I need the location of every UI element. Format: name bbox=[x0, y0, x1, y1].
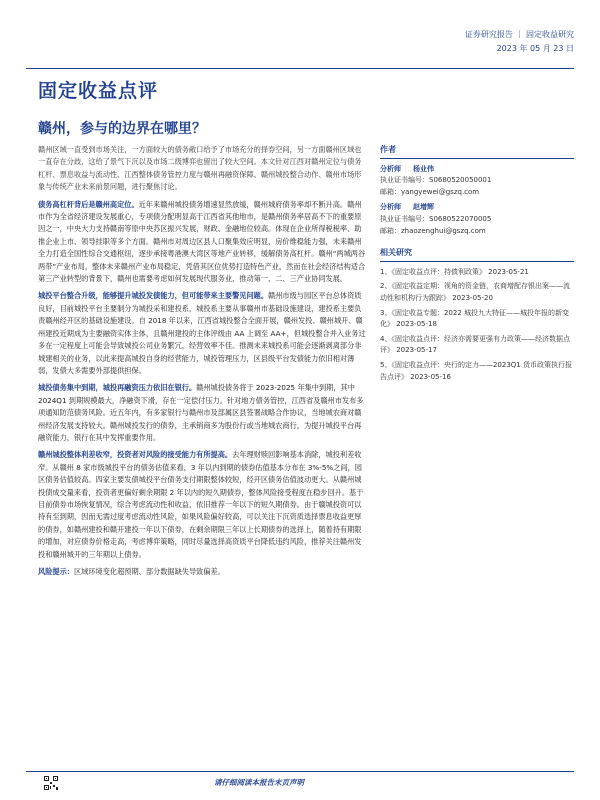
abstract: 赣州区域一直受到市场关注，一方面较大的债务敞口给予了市场充分的择券空间，另一方面赣州区域也一直存在分歧，这给了景气下沉以及市场二级博弈也留出了较大空间。本文针对江西对赣州定位与债务杠杆、票息收益与流动性、江西整体债务管控力度与赣州再融资保障、赣州城投整合动作、赣州市场形象与传统产业未来前景问题，进行聚焦讨论。 bbox=[38, 145, 362, 192]
section-lead: 城投平台整合升级，能够提升城投发债能力，但可能带来主要警见问题。 bbox=[38, 291, 269, 301]
related-item[interactable]: 2、《固定收益定期：视角的资金链，农商增配存银出案——流动性和机构行为跟踪》 2023-05-20 bbox=[380, 282, 570, 302]
analyst-card bbox=[380, 202, 574, 237]
section-paragraph bbox=[38, 290, 368, 377]
risk-body: 区域环境变化超预期、部分数据缺失导致偏差。 bbox=[73, 567, 225, 576]
report-date: 2023 年 05 月 23 日 bbox=[496, 44, 574, 53]
analyst-cert: 执业证书编号：S0680522070005 bbox=[380, 214, 492, 223]
section-paragraph bbox=[38, 449, 368, 561]
risk-lead: 风险提示： bbox=[38, 567, 74, 576]
report-header bbox=[465, 28, 574, 56]
analyst-cert: 执业证书编号：S0680520050001 bbox=[380, 176, 492, 185]
analyst-name: 赵增辉 bbox=[413, 203, 434, 212]
section-body: 赣州市级与园区平台总体资质良好，目前城投平台主要制分为城投采和建投系，城投系主要从事赣州市基础设施建设，建投系主要负责赣州经开区的基础设施建设。自 2018 年以来，江西省城投整合全面开展，赣州发投、赣州城开、赣州建投近期成为主要融资实体主体，且赣州建投的主体评级由 AA 上调至 AA+，但城投整合并入业务过多在一定程度上可能会导致城投公司业务繁冗，经营效率不佳。推测未来城投系可能会逐渐剥离部分非城建相关的业务，以此来提高城投自身的经营能力，城投管理压力，区县级平台发债能力依旧相对薄弱，发债大多需要外部提供担保。 bbox=[38, 291, 366, 375]
section-paragraph bbox=[38, 382, 368, 444]
section-paragraph bbox=[38, 199, 368, 286]
section-lead: 赣州城投整体利差收窄，投资者对风险的接受能力有所提高。 bbox=[38, 450, 233, 460]
footer-divider bbox=[26, 771, 574, 772]
related-item[interactable]: 4、《固定收益点评：经济亦需要更强有力政策——经济数据点评》 2023-05-17 bbox=[380, 334, 570, 355]
related-item[interactable]: 5、《固定收益点评：央行的定力——2023Q1 货币政策执行报告点评》 2023-05-16 bbox=[380, 360, 572, 381]
section-body: 近年来赣州城投债务增速显然放缓，赣州城府债务率却不断升高。赣州市作为全省经济建设发展重心，专项债分配明显高于江西省其他地市，是赣州债务率居高不下的重要原因之一，中央大力支持赣南等原中央苏区振兴发展，财政、金融地位较高。体现在企业所得税税率、助推企业上市、领导挂职等多个方面。赣州市对周边区县人口聚集效应明显，房价维稳能力强，未来赣州全力打造全国性综合交通枢纽，逐步承接粤港澳大湾区等地产业转移，缓解债务高杠杆。赣州“两城两谷两带”产业布局，整体未来赣州产业布局稳定，凭借其区位优势打造特色产业，然而在社会经济结构适合第三产业转型的背景下，赣州也需要考虑如何发展现代服务业，推动第一、二、三产业协同发展。 bbox=[38, 199, 366, 284]
analyst-role: 分析师 bbox=[380, 203, 401, 212]
analyst-name: 杨业伟 bbox=[413, 164, 434, 173]
qr-code-icon bbox=[44, 776, 58, 790]
analyst-email[interactable]: 邮箱：zhaozenghui@gszq.com bbox=[380, 226, 486, 235]
report-category: 证券研究报告 ｜ 固定收益研究 bbox=[464, 30, 574, 39]
related-research bbox=[380, 247, 574, 383]
section-body: 去年理财赎回影响基本消除，城投利差收窄。从赣州 8 家市级城投平台的债务估值来看，3 年以内到期的债券估值基本分布在 3%-5%之间，园区债务估值较高。四家主要发债城投平台债务支付期限整体较短，经开区债务估值波动更大。从赣州城投债成交量来看，投资者更偏好剩余期限 2 年以内的短久期债券，整体风险接受程度在稳步回升。基于目前债券市场恢复情况，综合考虑流动性和收益，依旧推荐一年以下的短久期债券。由于赣城投资可以持有至到期，因而无需过度考虑流动性风险，如果风险偏好较高，可以关注下沉资质选择票息收益更厚的债券，如赣州建投和赣开建投一年以下债券，在剩余期限三年以上长期债券的选择上，随着持有期限的增加，对应债券价格走高，考虑博弈策略，同时尽量选择高资质平台降低违约风险，推荐关注赣州发投和赣州城开的三年期以上债券。 bbox=[38, 450, 364, 559]
sidebar bbox=[380, 144, 574, 386]
header-divider bbox=[26, 68, 574, 69]
footer-disclaimer: 请仔细阅读本报告末页声明 bbox=[214, 778, 304, 787]
related-item[interactable]: 1、《固定收益点评：持债利政策》 2023-05-21 bbox=[380, 267, 529, 276]
main-content bbox=[38, 144, 368, 583]
page-title: 赣州，参与的边界在哪里？ bbox=[38, 121, 206, 137]
section-body: 赣州城投债务将于 2023-2025 年集中到期，其中 2024Q1 到期规模最大，净融资下滑，存在一定偿付压力。针对地方债务管控，江西省及赣州市发布多项通知防范债务风险。近五年内，有多家银行与赣州市及部属区县签署战略合作协议，当地城农商对赣州经济发展支持较大。赣州城投发行的债券，主承销商多为股份行或当地城农商行，为提升城投平台再融资能力，银行在其中发挥重要作用。 bbox=[38, 383, 364, 442]
section-lead: 债务高杠杆背后是赣州高定位。 bbox=[38, 199, 139, 209]
related-item[interactable]: 3、《固定收益专题：2022 城投九大特征——城投年报的新变化》 2023-05-18 bbox=[380, 308, 569, 329]
report-type: 固定收益点评 bbox=[38, 80, 159, 102]
risk-warning bbox=[38, 566, 368, 578]
related-heading: 相关研究 bbox=[380, 247, 574, 262]
authors-heading: 作者 bbox=[380, 144, 574, 159]
section-lead: 城投债务集中到期，城投再融资压力依旧在银行。 bbox=[38, 383, 197, 393]
analyst-card bbox=[380, 164, 574, 199]
analyst-role: 分析师 bbox=[380, 164, 401, 173]
analyst-email[interactable]: 邮箱：yangyewei@gszq.com bbox=[380, 187, 480, 196]
